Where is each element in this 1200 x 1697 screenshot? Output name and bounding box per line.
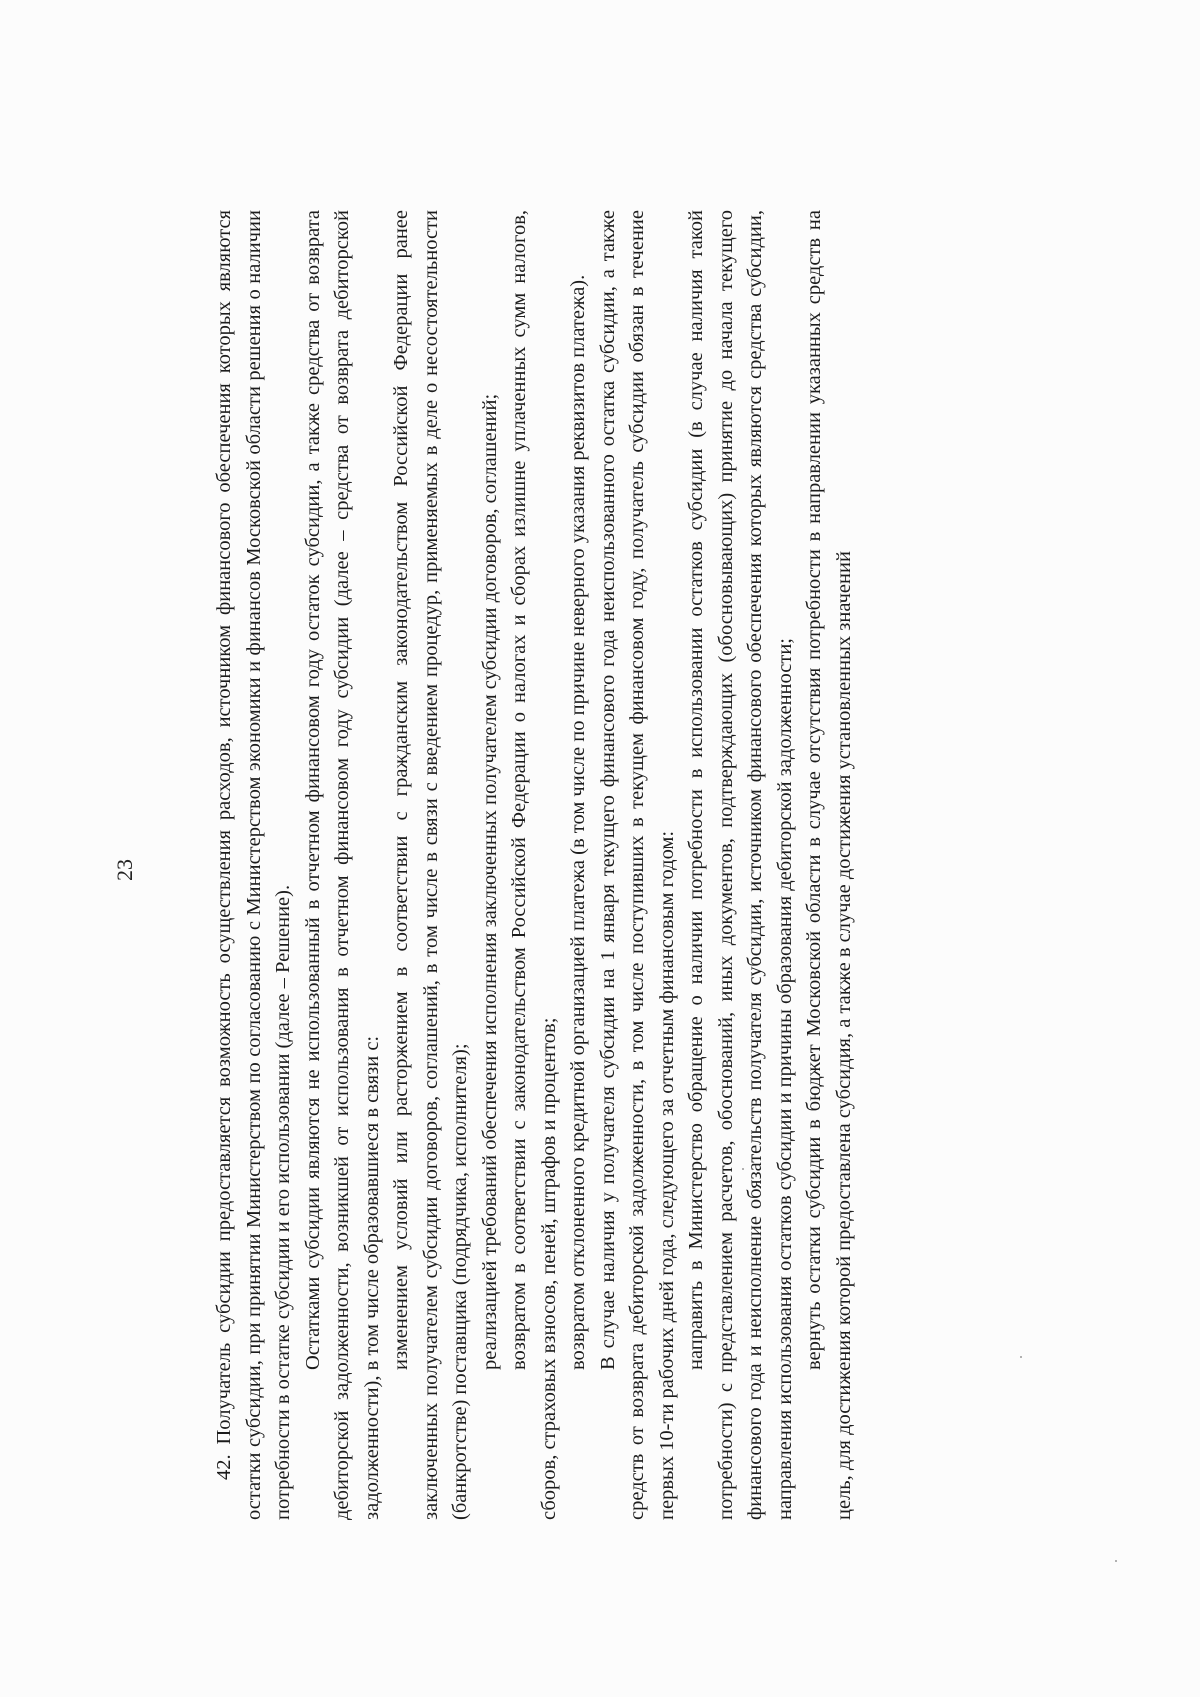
scan-speck [1115,1560,1117,1562]
scan-speck [742,1168,744,1170]
scan-speck [1020,1356,1022,1358]
paragraph-return-remainder: вернуть остатки субсидии в бюджет Московской области в случае отсутствия потребности в направлении указанных средств на цель, для достижения которой предоставлена субсидия, а также в случае достижения установленных значений [803,210,855,1520]
paragraph-remainder-case: В случае наличия у получателя субсидии на 1 января текущего финансового года неиспользованного остатка субсидии, а также средств от возврата дебиторской задолженности, в том числе поступивших в текущем финансовом году, получатель субсидии обязан в течение первых 10-ти рабочих дней года, следующего за отчетным финансовым годом: [596,210,678,1520]
paragraph-residuals: Остатками субсидии являются не использованный в отчетном финансовом году остаток субсидии, а также средства от возврата дебиторской задолженности, возникшей от использования в отчетном финансовом году субсидии (далее – средства от возврата дебиторской задолженности), в том числе образовавшиеся в связи с: [301,210,383,1520]
paragraph-change-terms: изменением условий или расторжением в соответствии с гражданским законодательством Российской Федерации ранее заключенных получателем субсидии договоров, соглашений, в том числе в связи с введением процедур, применяемых в деле о несостоятельности (банкротстве) поставщика (подрядчика, исполнителя); [390,210,471,1520]
paragraph-42: 42. Получатель субсидии предоставляется возможность осуществления расходов, источником финансового обеспечения которых являются остатки субсидии, при принятии Министерством по согласованию с Министерством экономики и финансов Московской области решения о наличии потребности в остатке субсидии и его использовании (далее – Решение). [213,210,294,1520]
paragraph-rejected-payment: возвратом отклоненного кредитной организацией платежа (в том числе по причине неверного указания реквизитов платежа). [567,274,589,1370]
paragraph-send-request: направить в Министерство обращение о наличии потребности в использовании остатков субсидии (в случае наличия такой потребности) с представлением расчетов, обоснований, иных документов, подтверждающих (обосновывающих) принятие до начала текущего финансового года и неисполнение обязательств получателя субсидии, источником финансового обеспечения которых являются средства субсидии, направления использования остатков субсидии и причины образования дебиторской задолженности; [685,210,796,1520]
paragraph-enforcement: реализацией требований обеспечения исполнения заключенных получателем субсидии договоров, соглашений; [478,393,501,1370]
body-text [210,210,859,1520]
paragraph-tax-refund: возвратом в соответствии с законодательством Российской Федерации о налогах и сборах излишне уплаченных сумм налогов, сборов, страховых взносов, пеней, штрафов и процентов; [508,210,560,1520]
rotated-scan [60,150,1000,1590]
page-number: 23 [112,859,137,881]
